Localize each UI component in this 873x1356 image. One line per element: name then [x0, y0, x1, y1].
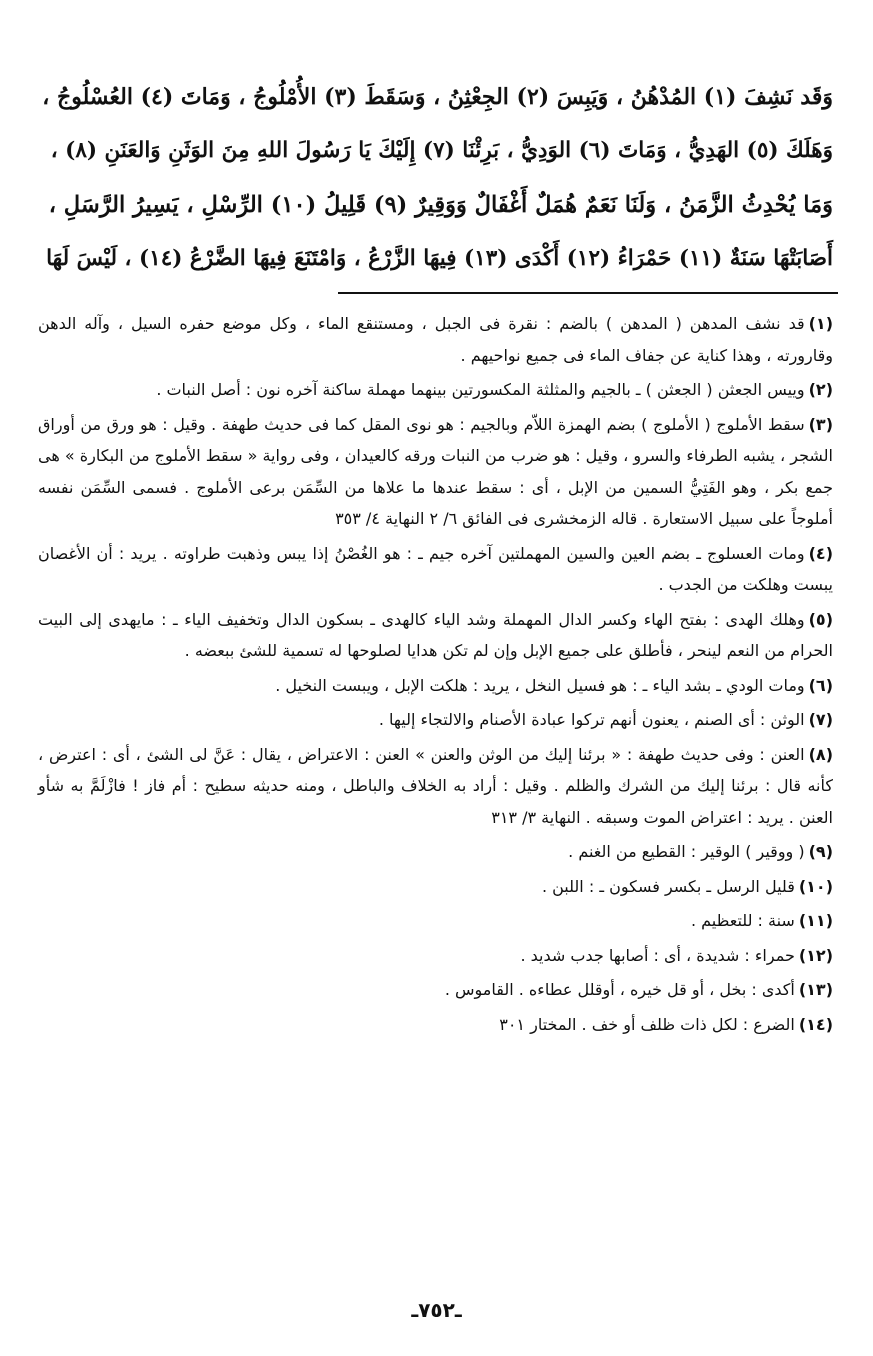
footnote-number: (١٤)	[798, 1014, 833, 1034]
footnote-number: (٧)	[808, 710, 833, 729]
footnote-text: وهلك الهدى : بفتح الهاء وكسر الدال المهملة وشد الياء كالهدى ـ بسكون الدال وتخفيف الياء ـ : مايهدى إلى البيت الحرام من النعم لينحر ، فأطلق على جميع الإبل وإن لم تكن هدايا لصلوحها له تسمية للشئ ببعضه .	[38, 609, 833, 660]
footnote	[38, 704, 833, 736]
main-text	[38, 70, 833, 286]
footnote-text: أكدى : بخل ، أو قل خيره ، أوقلل عطاءه . القاموس .	[444, 980, 795, 999]
page-number: ـ٧٥٢ـ	[411, 1298, 462, 1322]
footnote	[38, 604, 833, 667]
footnote	[38, 538, 833, 601]
footnote-text: العنن : وفى حديث طهفة : « برئنا إليك من الوثن والعنن » العنن : الاعتراض ، يقال : عَنَّ لى الشئ ، أى : اعترض ، كأنه قال : برئنا إليك من الشرك والظلم . وقيل : أراد به الخلاف والباطل ، ومنه حديثه سطيح : أم فاز ! فازْلَمَّ به شأو العنن . يريد : اعتراض الموت وسبقه . النهاية ٣/ ٣١٣	[38, 744, 833, 827]
footnote-number: (٦)	[808, 675, 833, 695]
footnote-text: ومات العسلوج ـ بضم العين والسين المهملتين آخره جيم ـ : هو الغُصْنُ إذا يبس وذهبت طراوته . يريد : أن الأغصان يبست وهلكت من الجدب .	[38, 543, 833, 594]
footnote-number: (١)	[808, 314, 833, 333]
footnote-text: وييس الجعثن ( الجعثن ) ـ بالجيم والمثلثة المكسورتين بينهما مهملة ساكنة آخره نون : أصل النبات .	[156, 380, 805, 399]
main-text-line: وَمَا يُحْدِثُ الزَّمَنُ ، وَلَنَا نَعَمٌ هُمَلٌ أَغْفَالٌ وَوَقِيرٌ (٩) قَلِيلُ (١٠) الرِّسْلِ ، يَسِيرُ الرَّسَلِ ،	[48, 192, 833, 218]
footnote	[38, 409, 833, 535]
footnote	[38, 871, 833, 903]
footnote-number: (١٠)	[798, 876, 833, 896]
footnote-text: ومات الودي ـ بشد الياء ـ : هو فسيل النخل ، يريد : هلكت الإبل ، ويبست النخيل .	[275, 675, 805, 695]
footnote	[38, 670, 833, 702]
footnote-number: (٣)	[808, 414, 833, 434]
footnote	[38, 940, 833, 972]
footnote-number: (٤)	[808, 543, 833, 563]
main-text-line: وَقَد نَشِفَ (١) المُدْهُنُ ، وَيَبِسَ (٢) الجِعْثِنُ ، وَسَقَطَ (٣) الأُمْلُوجُ ، وَمَاتَ (٤) العُسْلُوجُ ،	[42, 84, 833, 110]
footnote	[38, 374, 833, 406]
footnote-text: الوثن : أى الصنم ، يعنون أنهم تركوا عبادة الأصنام والالتجاء إليها .	[378, 710, 805, 729]
footnote-text: سقط الأملوج ( الأملوج ) بضم الهمزة اللاّم وبالجيم : هو نوى المقل كما فى حديث طهفة . وقيل : هو ورق من أوراق الشجر ، يشبه الطرفاء والسرو ، وقيل : هو ضرب من النبات ورقه كالعيدان ، وفى رواية « سقط الأملوج من البكارة » هى جمع بكر ، وهو الفَتِيُّ السمين من الإبل ، أى : سقط عندها ما علاها من السِّمَن برعى الأملوج . فسمى السِّمَن نفسه أملوجاً على سبيل الاستعارة . قاله الزمخشرى فى الفائق ٦/ ٢ النهاية ٤/ ٣٥٣	[38, 414, 833, 528]
footnote-text: ( ووقير ) الوقير : القطيع من الغنم .	[568, 842, 805, 861]
footnote	[38, 1009, 833, 1041]
main-text-line: أَصَابَتْهَا سَنَةٌ (١١) حَمْرَاءُ (١٢) أَكْدَى (١٣) فِيهَا الزَّرْعُ ، وَامْتَنَعَ فِيهَا الضَّرْعُ (١٤) ، لَيْسَ لَهَا	[46, 246, 833, 271]
footnote	[38, 739, 833, 834]
footnote-text: سنة : للتعظيم .	[690, 911, 795, 930]
footnote-number: (٥)	[808, 609, 833, 629]
footnotes	[38, 308, 833, 1043]
footnote-text: قد نشف المدهن ( المدهن ) بالضم : نقرة فى الجبل ، ومستنقع الماء ، وكل موضع حفره السيل ، وآله الدهن وقارورته ، وهذا كناية عن جفاف الماء فى جميع نواحيهم .	[38, 314, 833, 365]
footnote-number: (٩)	[808, 842, 833, 861]
footnote	[38, 836, 833, 868]
footnote-number: (١٣)	[798, 980, 833, 999]
footnote-number: (١١)	[798, 911, 833, 930]
footnote	[38, 308, 833, 371]
footnote-number: (١٢)	[798, 945, 833, 965]
main-text-line: وَهَلَكَ (٥) الهَدِيُّ ، وَمَاتَ (٦) الوَدِيُّ ، بَرِئْنَا (٧) إِلَيْكَ يَا رَسُولَ اللهِ مِنَ الوَثَنِ وَالعَنَنِ (٨) ،	[50, 138, 833, 163]
footnote-number: (٢)	[808, 380, 833, 399]
footnote	[38, 905, 833, 937]
footnote-text: الضرع : لكل ذات ظلف أو خف . المختار ٣٠١	[499, 1014, 795, 1034]
footnote-text: حمراء : شديدة ، أى : أصابها جدب شديد .	[520, 945, 795, 965]
footnote-separator	[338, 292, 838, 294]
footnote	[38, 974, 833, 1006]
footnote-number: (٨)	[808, 744, 833, 764]
footnote-text: قليل الرسل ـ بكسر فسكون ـ : اللبن .	[541, 876, 795, 896]
